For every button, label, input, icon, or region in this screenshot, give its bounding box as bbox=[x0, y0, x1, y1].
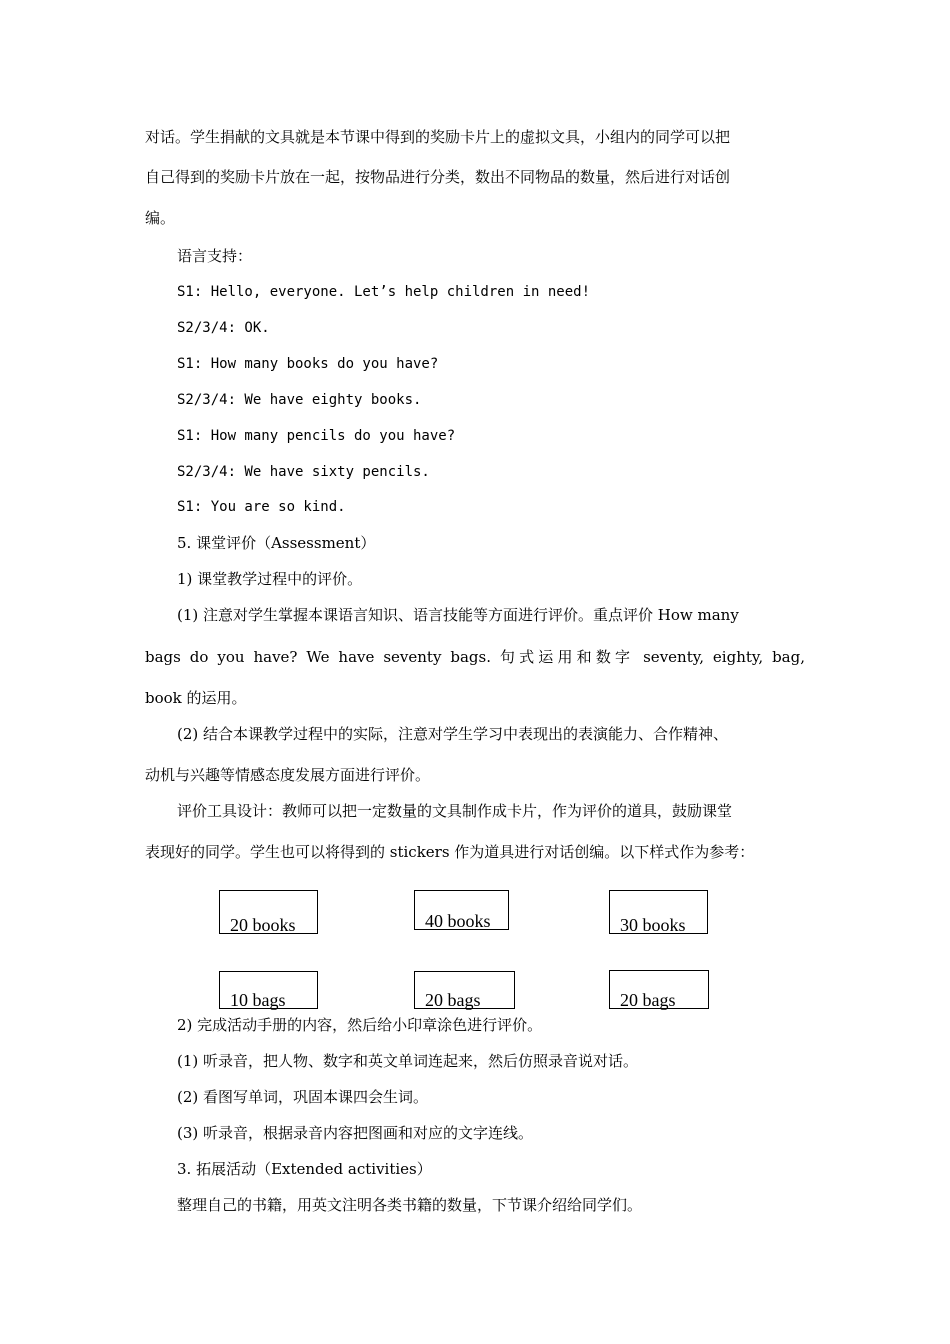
dialogue-line: S2/3/4: We have eighty books. bbox=[177, 392, 422, 408]
reward-card-label: 20 bags bbox=[620, 990, 676, 1010]
assessment-heading: 5. 课堂评价（Assessment） bbox=[177, 534, 376, 552]
tool-design-text: 表现好的同学。学生也可以将得到的 stickers 作为道具进行对话创编。以下样式作为参考： bbox=[145, 843, 755, 861]
reward-card bbox=[414, 890, 509, 930]
extended-activities-text: 整理自己的书籍，用英文注明各类书籍的数量，下节课介绍给同学们。 bbox=[177, 1196, 643, 1214]
tool-design-text: 评价工具设计：教师可以把一定数量的文具制作成卡片，作为评价的道具，鼓励课堂 bbox=[177, 802, 733, 820]
reward-card-label: 20 bags bbox=[425, 990, 481, 1010]
paragraph-line: 对话。学生捐献的文具就是本节课中得到的奖励卡片上的虚拟文具，小组内的同学可以把 bbox=[145, 128, 731, 146]
dialogue-line: S1: You are so kind. bbox=[177, 499, 346, 515]
dialogue-line: S1: How many pencils do you have? bbox=[177, 428, 456, 444]
reward-card bbox=[609, 890, 708, 934]
assessment-subitem: (1) 听录音，把人物、数字和英文单词连起来，然后仿照录音说对话。 bbox=[177, 1052, 639, 1070]
dialogue-line: S1: How many books do you have? bbox=[177, 356, 439, 372]
paragraph-line: 编。 bbox=[145, 209, 176, 227]
assessment-subitem: (2) 结合本课教学过程中的实际，注意对学生学习中表现出的表演能力、合作精神、 bbox=[177, 725, 729, 743]
assessment-subitem: (3) 听录音，根据录音内容把图画和对应的文字连线。 bbox=[177, 1124, 534, 1142]
reward-card bbox=[414, 971, 515, 1009]
assessment-subitem-line: book 的运用。 bbox=[145, 689, 247, 707]
assessment-subitem-line: bags do you have? We have seventy bags. 句式运用和数字 seventy, eighty, bag, bbox=[145, 648, 805, 666]
reward-card-label: 30 books bbox=[620, 915, 686, 935]
assessment-item: 1) 课堂教学过程中的评价。 bbox=[177, 570, 363, 588]
reward-card-label: 10 bags bbox=[230, 990, 286, 1010]
assessment-subitem: (1) 注意对学生掌握本课语言知识、语言技能等方面进行评价。重点评价 How many bbox=[177, 606, 739, 624]
reward-card-label: 20 books bbox=[230, 915, 296, 935]
paragraph-line: 自己得到的奖励卡片放在一起，按物品进行分类，数出不同物品的数量，然后进行对话创 bbox=[145, 168, 731, 186]
reward-card-label: 40 books bbox=[425, 911, 491, 931]
extended-activities-heading: 3. 拓展活动（Extended activities） bbox=[177, 1160, 432, 1178]
reward-card bbox=[609, 970, 709, 1009]
reward-card bbox=[219, 890, 318, 934]
assessment-item: 2) 完成活动手册的内容，然后给小印章涂色进行评价。 bbox=[177, 1016, 543, 1034]
dialogue-line: S1: Hello, everyone. Let’s help children in need! bbox=[177, 284, 591, 300]
assessment-subitem: (2) 看图写单词，巩固本课四会生词。 bbox=[177, 1088, 429, 1106]
language-support-label: 语言支持： bbox=[177, 247, 253, 265]
dialogue-line: S2/3/4: We have sixty pencils. bbox=[177, 464, 430, 480]
reward-card bbox=[219, 971, 318, 1009]
dialogue-line: S2/3/4: OK. bbox=[177, 320, 270, 336]
assessment-subitem-line: 动机与兴趣等情感态度发展方面进行评价。 bbox=[145, 766, 431, 784]
